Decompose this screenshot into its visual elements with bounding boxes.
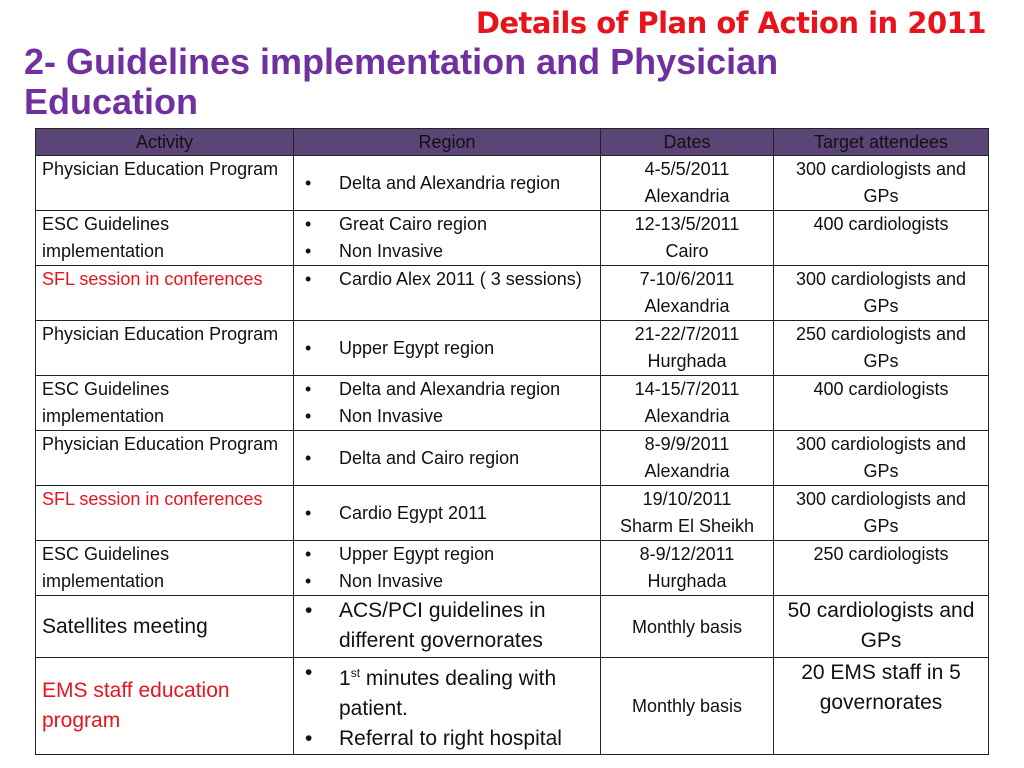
target-cell: 300 cardiologists and GPs [774,486,989,541]
region-text: 1st minutes dealing with patient. [339,666,557,720]
region-cell [294,211,601,266]
region-item: • Upper Egypt region [300,335,594,362]
table-row [36,486,989,541]
date-line: Sharm El Sheikh [619,516,755,536]
header-row [36,129,989,156]
region-cell [294,156,601,211]
region-item: • Upper Egypt region [300,541,594,568]
date-line: 14-15/7/2011 [634,379,740,399]
date-line: Monthly basis [631,616,743,637]
table-row [36,156,989,211]
region-item: • Delta and Alexandria region [300,170,594,197]
region-item: • Non Invasive [300,238,594,265]
region-item: • Cardio Egypt 2011 [300,500,594,527]
date-line: Alexandria [644,186,730,206]
header-activity: Activity [36,129,294,156]
date-line: Hurghada [647,351,727,371]
date-line: 4-5/5/2011 [644,159,730,179]
region-item [300,658,594,724]
plan-table [35,128,989,755]
table-row [36,431,989,486]
table-row [36,266,989,321]
region-cell [294,486,601,541]
activity-cell: ESC Guidelines implementation [36,541,294,596]
date-line: Hurghada [647,571,727,591]
header-dates: Dates [601,129,774,156]
target-cell: 250 cardiologists and GPs [774,321,989,376]
slide-heading: 2- Guidelines implementation and Physician Education [24,41,779,122]
region-cell [294,321,601,376]
superscript: st [350,666,361,680]
activity-cell: Physician Education Program [36,321,294,376]
dates-cell [601,541,774,596]
region-cell [294,596,601,658]
region-cell [294,266,601,321]
header-region: Region [294,129,601,156]
date-line: 12-13/5/2011 [634,214,740,234]
target-cell: 20 EMS staff in 5 governorates [774,658,989,755]
table-row [36,211,989,266]
date-line: 8-9/9/2011 [644,434,730,454]
region-cell [294,431,601,486]
dates-cell [601,321,774,376]
region-item: • Cardio Alex 2011 ( 3 sessions) [300,266,594,293]
region-cell [294,658,601,755]
dates-cell [601,431,774,486]
activity-cell: Physician Education Program [36,431,294,486]
region-item: • Non Invasive [300,403,594,430]
target-cell: 300 cardiologists and GPs [774,156,989,211]
dates-cell [601,156,774,211]
target-cell: 400 cardiologists [774,376,989,431]
target-cell: 250 cardiologists [774,541,989,596]
activity-cell: SFL session in conferences [36,486,294,541]
region-item: • Great Cairo region [300,211,594,238]
region-cell [294,541,601,596]
target-cell: 300 cardiologists and GPs [774,266,989,321]
target-cell: 50 cardiologists and GPs [774,596,989,658]
dates-cell [601,376,774,431]
region-item: • Delta and Alexandria region [300,376,594,403]
table-row [36,658,989,755]
region-item: • Delta and Cairo region [300,445,594,472]
region-item: • Referral to right hospital [300,724,594,754]
date-line: 7-10/6/2011 [639,269,735,289]
activity-cell: SFL session in conferences [36,266,294,321]
dates-cell [601,266,774,321]
activity-cell: EMS staff education program [36,658,294,755]
table-row [36,541,989,596]
target-cell: 400 cardiologists [774,211,989,266]
region-item: • Non Invasive [300,568,594,595]
slide-title: Details of Plan of Action in 2011 [475,6,986,40]
activity-cell: Physician Education Program [36,156,294,211]
date-line: 21-22/7/2011 [634,324,740,344]
date-line: Alexandria [644,461,730,481]
table-row [36,596,989,658]
activity-cell: ESC Guidelines implementation [36,211,294,266]
header-target: Target attendees [774,129,989,156]
dates-cell [601,486,774,541]
dates-cell [601,658,774,755]
activity-cell: Satellites meeting [36,596,294,658]
date-line: 19/10/2011 [642,489,732,509]
region-item: • ACS/PCI guidelines in different governorates [300,596,594,656]
dates-cell [601,211,774,266]
date-line: Alexandria [644,296,730,316]
date-line: 8-9/12/2011 [639,544,735,564]
date-line: Monthly basis [631,696,743,716]
date-line: Alexandria [644,406,730,426]
table-row [36,321,989,376]
region-cell [294,376,601,431]
table-row [36,376,989,431]
dates-cell [601,596,774,658]
activity-cell: ESC Guidelines implementation [36,376,294,431]
target-cell: 300 cardiologists and GPs [774,431,989,486]
date-line: Cairo [665,241,709,261]
